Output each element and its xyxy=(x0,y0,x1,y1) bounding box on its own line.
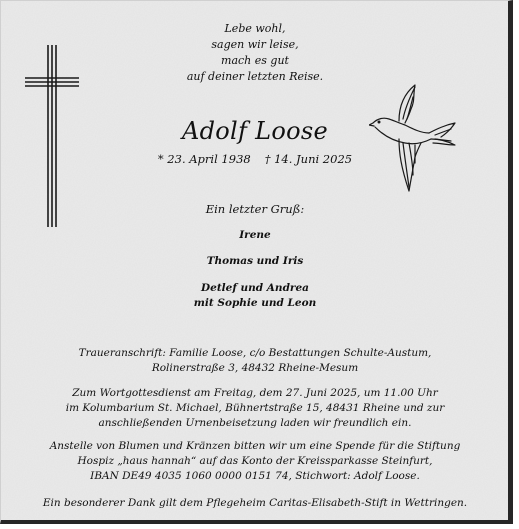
poem-line: sagen wir leise, xyxy=(211,38,299,51)
service-announcement xyxy=(1,386,509,431)
special-thanks: Ein besonderer Dank gilt dem Pflegeheim Caritas-Elisabeth-Stift in Wettringen. xyxy=(42,497,468,509)
address-line: Traueranschrift: Familie Loose, c/o Bestattungen Schulte-Austum, xyxy=(78,347,432,359)
address-line: Rolinerstraße 3, 48432 Rheine-Mesum xyxy=(151,362,359,374)
mourner-name: mit Sophie und Leon xyxy=(193,297,317,309)
donation-request xyxy=(1,439,509,484)
life-dates xyxy=(1,151,509,167)
service-line: im Kolumbarium St. Michael, Bühnertstraße 15, 48431 Rheine und zur xyxy=(65,402,445,414)
donation-line: Hospiz „haus hannah“ auf das Konto der Kreissparkasse Steinfurt, xyxy=(77,455,433,467)
poem-line: auf deiner letzten Reise. xyxy=(186,70,324,83)
deceased-name: Adolf Loose xyxy=(182,117,328,145)
mourner-name: Detlef und Andrea xyxy=(201,282,309,294)
donation-line: IBAN DE49 4035 1060 0000 0151 74, Stichwort: Adolf Loose. xyxy=(90,470,420,482)
service-line: anschließenden Urnenbeisetzung laden wir freundlich ein. xyxy=(98,417,412,429)
poem-line: Lebe wohl, xyxy=(224,22,286,35)
birth-date: * 23. April 1938 xyxy=(157,152,251,166)
mourning-address xyxy=(1,346,509,376)
death-date: † 14. Juni 2025 xyxy=(264,152,353,166)
farewell-poem xyxy=(1,21,509,85)
mourner-name: Thomas und Iris xyxy=(206,255,304,267)
poem-line: mach es gut xyxy=(221,54,289,67)
service-line: Zum Wortgottesdienst am Freitag, dem 27. Juni 2025, um 11.00 Uhr xyxy=(72,387,438,399)
mourner-name: Irene xyxy=(239,229,271,241)
mourner-group xyxy=(1,281,509,311)
donation-line: Anstelle von Blumen und Kränzen bitten wir um eine Spende für die Stiftung xyxy=(49,440,461,452)
farewell-heading: Ein letzter Gruß: xyxy=(205,202,305,216)
